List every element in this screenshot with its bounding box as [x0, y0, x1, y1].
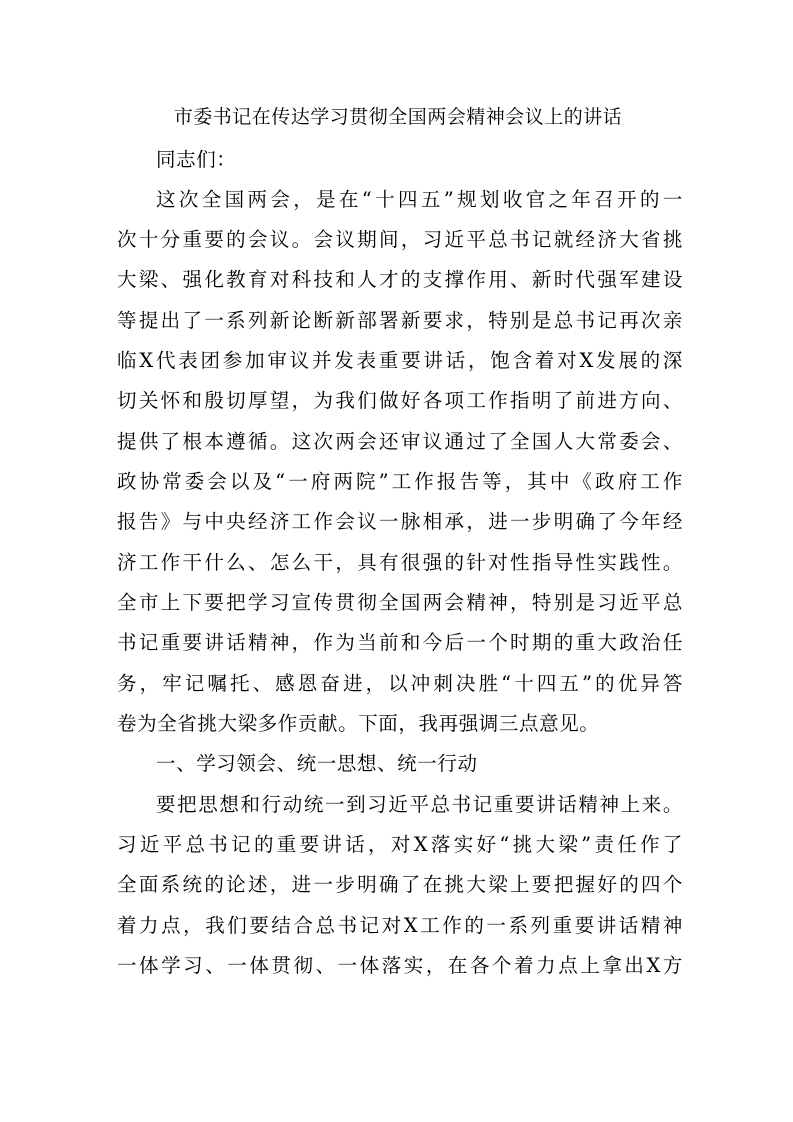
paragraph-line: 一体学习、一体贯彻、一体落实，在各个着力点上拿出X方 — [117, 954, 683, 977]
paragraph-line: 政协常委会以及“一府两院”工作报告等，其中《政府工作 — [117, 470, 683, 493]
paragraph-line: 大梁、强化教育对科技和人才的支撑作用、新时代强军建设 — [117, 268, 683, 291]
salutation: 同志们： — [156, 148, 237, 171]
document-title: 市委书记在传达学习贯彻全国两会精神会议上的讲话 — [173, 106, 623, 128]
paragraph-line: 务，牢记嘱托、感恩奋进，以冲刺决胜“十四五”的优异答 — [117, 672, 683, 695]
paragraph-line: 着力点，我们要结合总书记对X工作的一系列重要讲话精神 — [117, 914, 683, 937]
paragraph-line: 提供了根本遵循。这次两会还审议通过了全国人大常委会、 — [117, 430, 683, 453]
paragraph-line: 济工作干什么、怎么干，具有很强的针对性指导性实践性。 — [117, 551, 683, 574]
paragraph-line: 书记重要讲话精神，作为当前和今后一个时期的重大政治任 — [117, 631, 683, 654]
paragraph-line: 这次全国两会，是在“十四五”规划收官之年召开的一 — [156, 188, 683, 211]
paragraph-line: 次十分重要的会议。会议期间，习近平总书记就经济大省挑 — [117, 228, 683, 251]
paragraph-line: 等提出了一系列新论断新部署新要求，特别是总书记再次亲 — [117, 309, 683, 332]
paragraph-line: 卷为全省挑大梁多作贡献。下面，我再强调三点意见。 — [117, 712, 600, 735]
paragraph-line: 习近平总书记的重要讲话，对X落实好“挑大梁”责任作了 — [117, 833, 683, 856]
paragraph-line: 要把思想和行动统一到习近平总书记重要讲话精神上来。 — [156, 793, 683, 816]
section-heading: 一、学习领会、统一思想、统一行动 — [156, 752, 478, 775]
paragraph-line: 临X代表团参加审议并发表重要讲话，饱含着对X发展的深 — [117, 349, 683, 372]
paragraph-line: 全市上下要把学习宣传贯彻全国两会精神，特别是习近平总 — [117, 591, 683, 614]
paragraph-line: 切关怀和殷切厚望，为我们做好各项工作指明了前进方向、 — [117, 389, 683, 412]
paragraph-line: 全面系统的论述，进一步明确了在挑大梁上要把握好的四个 — [117, 873, 683, 896]
paragraph-line: 报告》与中央经济工作会议一脉相承，进一步明确了今年经 — [117, 510, 683, 533]
